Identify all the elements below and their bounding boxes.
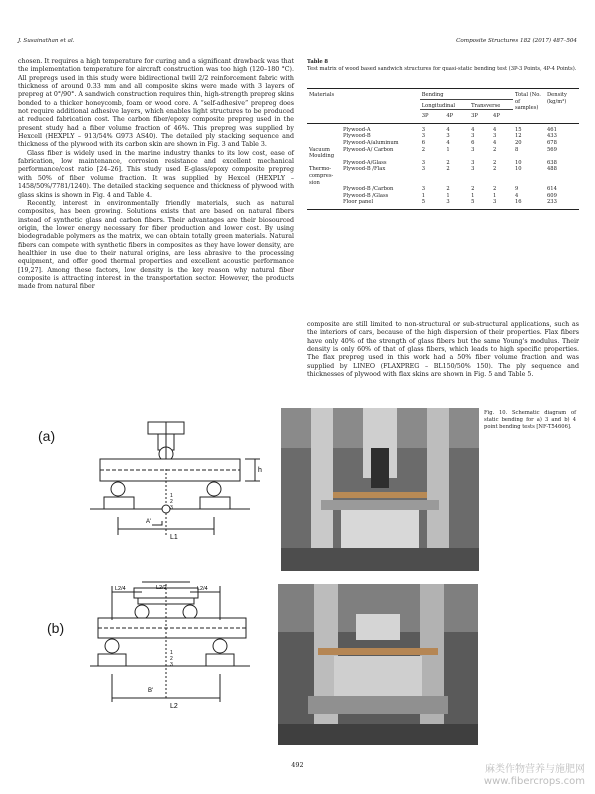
row-value: 3	[421, 186, 426, 193]
row-group	[307, 123, 341, 133]
row-value: 2	[493, 159, 497, 166]
row-value: 488	[547, 166, 557, 173]
header-total: Total (No. of samples)	[515, 92, 541, 112]
row-material: Plywood-B /Carbon	[343, 186, 394, 193]
point-number: 3	[170, 662, 173, 668]
dimension-h: h	[258, 467, 262, 474]
row-value: 6	[421, 139, 426, 146]
row-value: 3	[471, 166, 475, 173]
point-number: 2	[170, 499, 173, 505]
point-number: 1	[170, 493, 173, 499]
header-longitudinal: Longitudinal	[420, 99, 469, 110]
watermark	[484, 764, 585, 788]
header-transverse: Transverse	[469, 99, 513, 110]
table-caption-text: Test matrix of wood based sandwich structures for quasi-static bending test (3P-3 Points, 4P-4 Points).	[307, 66, 577, 72]
row-material: Plywood-A/Glass	[343, 159, 387, 166]
header-3p: 3P	[471, 113, 478, 120]
row-value: 609	[547, 192, 557, 199]
row-value: 4	[515, 192, 519, 199]
table-body	[307, 123, 579, 209]
header-bending: Bending	[420, 89, 513, 100]
row-group	[307, 193, 341, 200]
table-row	[307, 199, 579, 209]
row-value: 2	[493, 186, 497, 193]
row-value: 433	[547, 133, 557, 140]
row-value: 2	[446, 166, 450, 173]
table-row	[307, 193, 579, 200]
row-group: Vacuum Moulding	[309, 146, 335, 160]
row-value: 3	[421, 126, 426, 133]
row-value: 1	[421, 192, 426, 199]
row-value: 569	[547, 146, 557, 153]
row-value: 12	[515, 133, 522, 140]
row-value: 3	[493, 199, 497, 206]
row-value: 5	[471, 199, 475, 206]
row-material: Floor panel	[343, 199, 374, 206]
row-value: 10	[515, 159, 522, 166]
row-value: 2	[421, 146, 426, 153]
dimension-b: B'	[148, 688, 154, 694]
left-column-text	[18, 58, 294, 292]
row-value: 3	[471, 146, 475, 153]
row-value: 4	[471, 126, 475, 133]
table-row	[307, 160, 579, 167]
dimension-l1: L1	[170, 534, 178, 541]
panel-label-a: (a)	[38, 428, 56, 444]
table-caption	[307, 59, 577, 73]
paragraph: composite are still limited to non-structural or sub-structural applications, such as the interiors of cars, because of the high dispersion of their properties. Flax fibers have only 40% of the strength of glass fibers but the same Young's modulus. Their density is only 60% of that of glass fibers, which leads to high specific properties. The flax prepreg used in this work had a 50% fiber volume fraction and was supplied by LINEO (FLAXPREG – BL150/50% 150). The ply sequence and thicknesses of plywood with flax skins are shown in Fig. 5 and Table 5.	[307, 321, 579, 379]
row-group	[307, 186, 341, 193]
row-value: 9	[515, 186, 519, 193]
right-column-text	[307, 321, 579, 379]
row-value: 1	[493, 192, 497, 199]
test-matrix-table	[307, 88, 579, 210]
row-value: 3	[421, 133, 426, 140]
header-4p: 4P	[493, 113, 500, 120]
three-point-bending-schematic	[90, 417, 280, 547]
three-point-test-photo	[281, 408, 479, 571]
figure-caption: Fig. 10. Schematic diagram of static bending for a) 3 and b) 4 point bending tests [NF-T54606].	[484, 410, 576, 430]
row-value: 614	[547, 186, 557, 193]
four-point-bending-schematic	[90, 580, 280, 715]
row-material: Plywood-B	[343, 133, 371, 140]
header-materials: Materials	[309, 92, 335, 98]
watermark-url: www.fibercrops.com	[483, 776, 585, 787]
header-4p: 4P	[446, 113, 454, 120]
row-material: Plywood-B /Flax	[343, 166, 386, 173]
row-value: 678	[547, 139, 557, 146]
row-value: 4	[446, 126, 450, 133]
row-value: 1	[446, 192, 450, 199]
four-point-test-photo	[278, 584, 478, 745]
row-value: 638	[547, 159, 557, 166]
header-density: Density (kg/m³)	[547, 92, 567, 105]
row-group	[307, 140, 341, 147]
row-value: 3	[446, 199, 450, 206]
row-material: Plywood-A/ Carbon	[343, 146, 394, 153]
paragraph: Glass fiber is widely used in the marine industry thanks to its low cost, ease of fabrication, low maintenance, corrosion resistance and excellent mechanical performance/cost ratio [24–26]. This study used E-glass/epoxy composite prepreg with 50% of fiber volume fraction. It was supplied by Hexcel (HEXPLY – 1458/50%/7781/1240). The detailed stacking sequence and thickness of plywood with glass skins is shown in Fig. 4 and Table 4.	[18, 149, 294, 199]
dimension-l2: L2	[170, 703, 178, 710]
row-value: 15	[515, 126, 522, 133]
row-value: 3	[471, 159, 475, 166]
row-value: 461	[547, 126, 557, 133]
panel-label-b: (b)	[47, 620, 65, 636]
dimension-l2-half: L2/2	[156, 585, 167, 591]
header-3p: 3P	[421, 113, 429, 120]
table-row	[307, 123, 579, 133]
row-value: 2	[493, 166, 497, 173]
row-value: 1	[471, 192, 475, 199]
row-value: 2	[446, 159, 450, 166]
point-number: 3	[170, 505, 173, 511]
row-value: 2	[471, 186, 475, 193]
row-material: Plywood-B /Glass	[343, 192, 389, 199]
page-number: 492	[291, 761, 304, 769]
row-value: 16	[515, 199, 522, 206]
row-value: 4	[493, 139, 497, 146]
row-value: 20	[515, 139, 522, 146]
row-value: 233	[547, 199, 557, 206]
row-value: 4	[446, 139, 450, 146]
row-group	[307, 133, 341, 140]
row-group	[307, 160, 341, 167]
paragraph: Recently, interest in environmentally friendly materials, such as natural composites, has been growing. Solutions exists that are based on natural fibers instead of synthetic glass and carbon fibers. Their advantages are their biosourced origin, the lower energy necessary for fiber production and lower cost. By using biodegradable polymers as the matrix, we can obtain totally green materials. Natural fibers can compete with synthetic fibers in composites as they have lower density, are healthier in use due to their natural origins, are less abrasive to the processing equipment, and offer good thermal properties and excellent acoustic performance [19,27]. Among these factors, low density is the key reason why natural fiber composite is attracting interest in the transportation sector. However, the products made from natural fiber	[18, 199, 294, 291]
table-row	[307, 140, 579, 147]
row-material: Plywood-A/aluminum	[343, 139, 399, 146]
dimension-l2-quarter: L2/4	[197, 586, 208, 592]
row-value: 10	[515, 166, 522, 173]
row-value: 2	[493, 146, 497, 153]
table-row	[307, 186, 579, 193]
table-label: Table 8	[307, 59, 329, 65]
row-value: 3	[471, 133, 475, 140]
row-value: 8	[515, 146, 519, 153]
dimension-l2-quarter: L2/4	[115, 586, 126, 592]
point-number: 1	[170, 650, 173, 656]
row-value: 2	[446, 186, 450, 193]
row-value: 3	[421, 166, 426, 173]
row-group: Thermo-compres-sion	[309, 166, 334, 186]
running-header-authors: J. Susainathan et al.	[18, 38, 75, 44]
row-value: 6	[471, 139, 475, 146]
row-value: 4	[493, 126, 497, 133]
dimension-a: A'	[146, 519, 152, 525]
paragraph: chosen. It requires a high temperature for curing and a significant drawback was that the implementation temperature for aircraft construction was too high (120–180 °C). All prepregs used in this study were bidirectional twill 2/2 reinforcement fabric with thickness of around 0.33 mm and all composite skins were made with 3 layers of prepreg at 0°/90°. A sandwich construction requires thin, high-strength prepreg skins bonded to a thicker honeycomb, foam or wood core. A “self-adhesive” prepreg does not require additional adhesive layers, which enables light structures to be produced at reduced fabrication cost. The carbon fiber/epoxy composite prepreg used in the present study had a fiber volume fraction of 46%. This prepreg was supplied by Hexcell (HEXPLY – 913/54% G973 AS40). The detailed ply stacking sequence and thickness of the plywood with its carbon skin are shown in Fig. 3 and Table 3.	[18, 58, 294, 149]
table-row	[307, 147, 579, 160]
row-value: 1	[446, 146, 450, 153]
point-number: 2	[170, 656, 173, 662]
row-group	[307, 199, 341, 209]
row-value: 5	[421, 199, 426, 206]
table-row	[307, 166, 579, 186]
running-header-journal: Composite Structures 182 (2017) 487–504	[456, 38, 577, 44]
row-material: Plywood-A	[343, 126, 371, 133]
row-value: 3	[421, 159, 426, 166]
watermark-title: 麻类作物营养与施肥网	[485, 764, 585, 775]
row-value: 3	[446, 133, 450, 140]
table-row	[307, 133, 579, 140]
row-value: 3	[493, 133, 497, 140]
